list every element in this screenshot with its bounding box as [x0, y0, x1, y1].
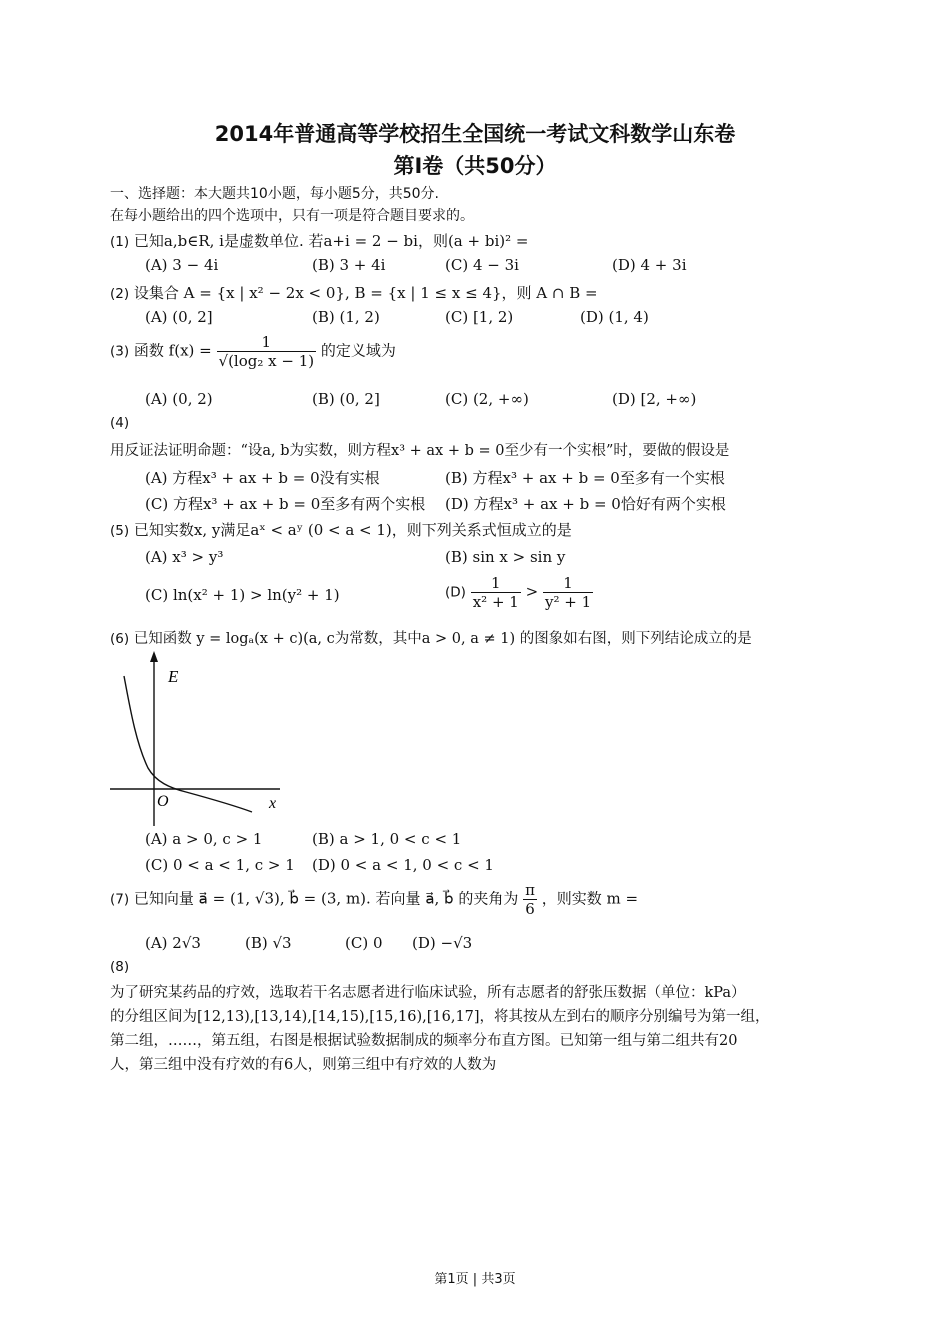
question-number: (5): [110, 523, 130, 539]
fraction: [523, 881, 537, 918]
page-footer: 第1页 | 共3页: [434, 1272, 516, 1287]
q7-option-c: (C) 0: [345, 934, 383, 952]
q8-number: (8): [110, 959, 130, 975]
q7-option-b: (B) √3: [245, 934, 292, 952]
q7-stem: [110, 881, 638, 918]
q4-number: (4): [110, 415, 130, 431]
q4-option-a: (A) 方程x³ + ax + b = 0没有实根: [145, 469, 380, 487]
log-curve: [124, 676, 252, 812]
q2-option-a: (A) (0, 2]: [145, 308, 213, 326]
q3-option-c: (C) (2, +∞): [445, 390, 529, 408]
q2-option-d: (D) (1, 4): [580, 308, 649, 326]
q3-option-d: (D) [2, +∞): [612, 390, 697, 408]
q7-option-a: (A) 2√3: [145, 934, 201, 952]
q6-option-b: (B) a > 1, 0 < c < 1: [312, 830, 462, 848]
fraction-denominator: √(log₂ x − 1): [218, 352, 315, 370]
fraction-numerator: 1: [471, 574, 521, 593]
question-text-prefix: 函数 f(x) =: [133, 341, 212, 360]
q1-option-c: (C) 4 − 3i: [445, 256, 519, 274]
comparison-sign: >: [525, 582, 539, 601]
q5-option-d: [445, 574, 593, 611]
question-number: (2): [110, 286, 130, 302]
q8-line-3: 第二组，……，第五组，右图是根据试验数据制成的频率分布直方图。已知第一组与第二组共有20: [110, 1033, 738, 1049]
q3-option-b: (B) (0, 2]: [312, 390, 380, 408]
q1-option-b: (B) 3 + 4i: [312, 256, 386, 274]
question-text: 设集合 A = {x | x² − 2x < 0}, B = {x | 1 ≤ x ≤ 4}，则 A ∩ B =: [133, 284, 598, 302]
q5-option-a: (A) x³ > y³: [145, 548, 224, 566]
fraction-numerator: π: [525, 881, 535, 899]
question-number: (7): [110, 891, 130, 908]
q8-line-4: 人，第三组中没有疗效的有6人，则第三组中有疗效的人数为: [110, 1057, 497, 1073]
q2-stem: [110, 282, 598, 303]
question-text: 已知函数 y = logₐ(x + c)(a, c为常数，其中a > 0, a ≠ 1) 的图象如右图，则下列结论成立的是: [133, 631, 752, 647]
q8-line-2: 的分组区间为[12,13),[13,14),[14,15),[15,16),[16,17]，将其按从左到右的顺序分别编号为第一组，: [110, 1009, 770, 1025]
q6-stem: [110, 627, 752, 648]
fraction-denominator: y² + 1: [544, 593, 592, 611]
fraction: [543, 574, 593, 611]
q3-option-a: (A) (0, 2): [145, 390, 213, 408]
q5-option-b: (B) sin x > sin y: [445, 548, 566, 566]
paper-subtitle: 第Ⅰ卷（共50分）: [393, 154, 557, 178]
q5-stem: [110, 519, 572, 540]
q1-option-d: (D) 4 + 3i: [612, 256, 687, 274]
option-label: (D): [445, 584, 466, 601]
question-number: (3): [110, 343, 130, 360]
question-text: 已知a,b∈R, i是虚数单位. 若a+i = 2 − bi，则(a + bi)² =: [133, 232, 529, 250]
fraction: [471, 574, 521, 611]
x-axis-label: x: [269, 795, 277, 812]
origin-label: O: [157, 793, 169, 810]
q3-stem: [110, 333, 396, 370]
y-axis-label: E: [168, 667, 179, 686]
question-number: (6): [110, 631, 130, 647]
question-text-suffix: ，则实数 m =: [541, 889, 639, 908]
q2-option-b: (B) (1, 2): [312, 308, 380, 326]
q4-option-b: (B) 方程x³ + ax + b = 0至多有一个实根: [445, 469, 725, 487]
q4-option-c: (C) 方程x³ + ax + b = 0至多有两个实根: [145, 495, 426, 513]
fraction-denominator: 6: [525, 900, 535, 918]
question-text: 已知实数x, y满足aˣ < aʸ (0 < a < 1)，则下列关系式恒成立的是: [133, 521, 572, 539]
q1-option-a: (A) 3 − 4i: [145, 256, 219, 274]
fraction-denominator: x² + 1: [472, 593, 519, 611]
q4-stem: 用反证法证明命题：“设a, b为实数，则方程x³ + ax + b = 0至少有一个实根”时，要做的假设是: [110, 443, 730, 459]
section-heading: 一、选择题：本大题共10小题，每小题5分，共50分.: [110, 186, 439, 202]
fraction: [217, 333, 317, 370]
q6-option-a: (A) a > 0, c > 1: [145, 830, 263, 848]
q6-option-d: (D) 0 < a < 1, 0 < c < 1: [312, 856, 494, 874]
q6-function-graph: [108, 648, 288, 830]
q4-option-d: (D) 方程x³ + ax + b = 0恰好有两个实根: [445, 495, 726, 513]
q1-stem: [110, 230, 528, 251]
fraction-numerator: 1: [217, 333, 317, 352]
q7-option-d: (D) −√3: [412, 934, 473, 952]
q6-option-c: (C) 0 < a < 1, c > 1: [145, 856, 295, 874]
q8-line-1: 为了研究某药品的疗效，选取若干名志愿者进行临床试验，所有志愿者的舒张压数据（单位：kPa）: [110, 985, 746, 1001]
y-axis-arrow: [150, 651, 158, 662]
question-text-prefix: 已知向量 a⃗ = (1, √3), b⃗ = (3, m). 若向量 a⃗, b⃗ 的夹角为: [133, 889, 519, 908]
exam-title: 2014年普通高等学校招生全国统一考试文科数学山东卷: [214, 122, 736, 146]
q5-option-c: (C) ln(x² + 1) > ln(y² + 1): [145, 586, 340, 604]
question-number: (1): [110, 234, 130, 250]
fraction-numerator: 1: [543, 574, 593, 593]
question-text-suffix: 的定义域为: [320, 341, 396, 360]
q2-option-c: (C) [1, 2): [445, 308, 514, 326]
section-instruction: 在每小题给出的四个选项中，只有一项是符合题目要求的。: [110, 208, 474, 224]
